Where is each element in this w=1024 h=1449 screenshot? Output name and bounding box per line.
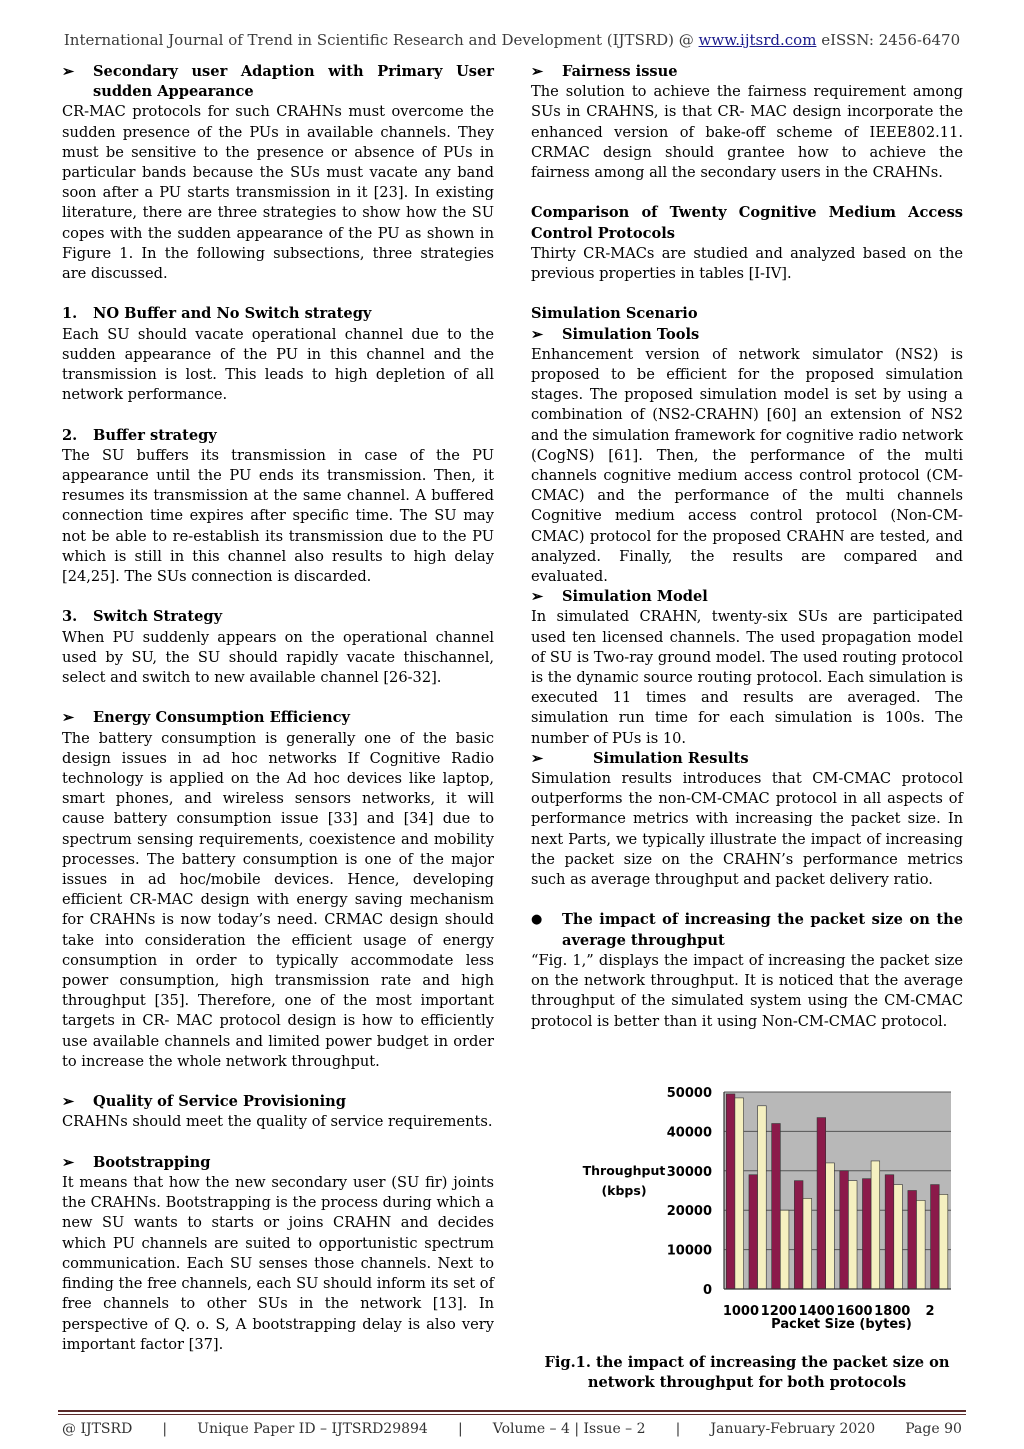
footer-rule: [58, 1410, 966, 1412]
scenario-title: Simulation Scenario: [531, 305, 698, 323]
qos-body: CRAHNs should meet the quality of service requirements.: [62, 1113, 493, 1131]
strategy-heading: [62, 426, 494, 446]
bar: [840, 1171, 849, 1289]
section-heading: [531, 325, 963, 345]
strategy-body: Each SU should vacate operational channel due to the sudden appearance of the PU in this channel and the transmission is lost. This leads to high depletion of all network performance.: [62, 325, 494, 404]
journal-url-link[interactable]: www.ijtsrd.com: [698, 31, 817, 49]
bar: [862, 1178, 871, 1288]
section-heading: [62, 708, 494, 728]
arrow-bullet-icon: ➢: [531, 325, 544, 343]
arrow-bullet-icon: ➢: [62, 63, 75, 80]
section-heading: [531, 62, 963, 82]
arrow-bullet-icon: ➢: [531, 63, 544, 80]
tools-title: Simulation Tools: [562, 325, 700, 343]
bar: [803, 1198, 812, 1289]
dot-bullet-icon: ●: [531, 912, 543, 928]
left-column: [62, 62, 494, 1355]
x-tick-label: 1400: [798, 1303, 835, 1319]
footer-paper-id: Unique Paper ID – IJTSRD29894: [197, 1421, 428, 1437]
y-axis-label: (kbps): [601, 1182, 647, 1198]
bar: [871, 1161, 880, 1289]
x-tick-label: 1200: [760, 1303, 797, 1319]
arrow-bullet-icon: ➢: [62, 1153, 75, 1171]
energy-title: Energy Consumption Efficiency: [93, 709, 350, 727]
y-tick-label: 10000: [666, 1243, 712, 1259]
energy-body: The battery consumption is generally one of the basic design issues in ad hoc networks If Cognitive Radio technology is applied on the Ad hoc devices like laptop, smart phones, and wireless sensors networks, it will cause battery consumption issue [33] and [34] due to spectrum sensing requirements, coexistence and mobility processes. The battery consumption is one of the major issues in ad hoc/mobile devices. Hence, developing efficient CR-MAC design with energy saving mechanism for CRAHNs is now today’s need. CRMAC design should take into consideration the efficient usage of energy consumption in order to typically accommodate less power consumption, high transmission rate and high throughput [35]. Therefore, one of the most important targets in CR- MAC protocol design is how to efficiently use available channels and limited power budget in order to increase the whole network throughput.: [62, 729, 494, 1070]
bar: [916, 1200, 925, 1289]
chart-svg: [531, 1072, 963, 1347]
y-tick-label: 20000: [666, 1203, 712, 1219]
qos-title: Quality of Service Provisioning: [93, 1093, 346, 1111]
x-tick-label: 1600: [836, 1303, 873, 1319]
impact-body: “Fig. 1,” displays the impact of increasing the packet size on the network throughput. It is noticed that the average throughput of the simulated system using the CM-CMAC protocol is better than it using Non-CM-CMAC protocol.: [531, 951, 963, 1030]
strategy-number: 3.: [62, 608, 78, 626]
bar: [780, 1210, 789, 1289]
strategy-heading: [62, 607, 494, 627]
fair-body: The solution to achieve the fairness requirement among SUs in CRAHNS, is that CR- MAC design incorporate the enhanced version of bake-off scheme of IEEE802.11. CRMAC design should grantee how to achieve the fairness among all the secondary users in the CRAHNs.: [531, 83, 963, 182]
footer-volume: Volume – 4 | Issue – 2: [492, 1421, 646, 1437]
bar: [758, 1105, 767, 1288]
arrow-bullet-icon: ➢: [531, 588, 544, 606]
bar: [931, 1184, 940, 1288]
boot-body: It means that how the new secondary user (SU fir) joints the CRAHNs. Bootstrapping is the process during which a new SU wants to starts or joins CRAHN and decides which PU channels are suited to opportunistic spectrum communication. Each SU senses those channels. Next to finding the free channels, each SU should inform its set of free channels to other SUs in the network [13]. In perspective of Q. o. S, A bootstrapping delay is also very important factor [37].: [62, 1174, 494, 1353]
footer-journal: @ IJTSRD: [62, 1421, 133, 1437]
y-tick-label: 40000: [666, 1125, 712, 1141]
sec1-body: CR-MAC protocols for such CRAHNs must overcome the sudden presence of the PUs in available channels. They must be sensitive to the presence or absence of PUs in particular bands because the SUs must vacate any band soon after a PU starts transmission in it [23]. In existing literature, there are three strategies to show how the SU copes with the sudden appearance of the PU as shown in Figure 1. In the following subsections, three strategies are discussed.: [62, 103, 494, 283]
footer-date: January-February 2020: [710, 1421, 876, 1437]
page-header: [0, 31, 1024, 49]
model-body: In simulated CRAHN, twenty-six SUs are participated used ten licensed channels. The used propagation model of SU is Two-ray ground model. The used routing protocol is the dynamic source routing protocol. Each simulation is executed 11 times and results are averaged. The simulation run time for each simulation is 100s. The number of PUs is 10.: [531, 608, 964, 747]
footer-sep: |: [457, 1421, 463, 1437]
footer-page: Page 90: [905, 1421, 962, 1437]
strategy-title: NO Buffer and No Switch strategy: [93, 305, 372, 323]
comparison-body: Thirty CR-MACs are studied and analyzed based on the previous properties in tables [I-IV].: [531, 244, 963, 283]
section-heading: [531, 910, 963, 950]
tools-body: Enhancement version of network simulator (NS2) is proposed to be efficient for the proposed simulation stages. The proposed simulation model is set by using a combination of (NS2-CRAHN) [60] an extension of NS2 and the simulation framework for cognitive radio network (CogNS) [61]. Then, the performance of the multi channels cognitive medium access control protocol (CM-CMAC) and the performance of the multi channels Cognitive medium access control protocol (Non-CM-CMAC) protocol for the proposed CRAHN are tested, and analyzed. Finally, the results are compared and evaluated.: [531, 345, 963, 586]
bar: [885, 1174, 894, 1288]
bar: [794, 1180, 803, 1288]
section-heading: [62, 1092, 494, 1112]
x-tick-label: 1800: [874, 1303, 911, 1319]
footer-rule: [58, 1414, 966, 1415]
y-tick-label: 0: [702, 1282, 712, 1298]
issn-text: eISSN: 2456-6470: [816, 31, 961, 49]
arrow-bullet-icon: ➢: [62, 1093, 75, 1111]
y-tick-label: 50000: [666, 1085, 712, 1101]
journal-name: International Journal of Trend in Scientific Research and Development (IJTSRD) @: [63, 31, 699, 49]
results-body: Simulation results introduces that CM-CMAC protocol outperforms the non-CM-CMAC protocol in all aspects of performance metrics with increasing the packet size. In next Parts, we typically illustrate the impact of increasing the packet size on the CRAHN’s performance metrics such as average throughput and packet delivery ratio.: [531, 770, 963, 889]
impact-title: The impact of increasing the packet size on the average throughput: [562, 911, 963, 949]
strategy-body: When PU suddenly appears on the operational channel used by SU, the SU should rapidly vacate thischannel, select and switch to new available channel [26-32].: [62, 628, 494, 687]
x-axis-label: Packet Size (bytes): [771, 1316, 912, 1332]
results-title: Simulation Results: [593, 749, 749, 767]
strategy-title: Switch Strategy: [93, 608, 223, 626]
y-tick-label: 30000: [666, 1164, 712, 1180]
throughput-chart: [531, 1072, 963, 1347]
strategy-heading: [62, 304, 494, 324]
comparison-title: Comparison of Twenty Cognitive Medium Access Control Protocols: [531, 204, 963, 242]
bar: [735, 1098, 744, 1289]
arrow-bullet-icon: ➢: [62, 709, 75, 727]
strategy-number: 2.: [62, 426, 78, 444]
sec1-title: Secondary user Adaption with Primary User sudden Appearance: [93, 63, 494, 101]
bar: [908, 1190, 917, 1289]
bar: [749, 1174, 758, 1288]
bar: [772, 1123, 781, 1288]
figure-caption: Fig.1. the impact of increasing the packet size on network throughput for both protocols: [544, 1353, 950, 1391]
section-heading: [531, 587, 963, 607]
y-axis-label: Throughput: [582, 1162, 666, 1178]
arrow-bullet-icon: ➢: [531, 749, 544, 767]
section-heading: [62, 62, 494, 102]
bar: [894, 1184, 903, 1288]
x-tick-label: 2: [925, 1303, 935, 1319]
footer-sep: |: [162, 1421, 168, 1437]
strategy-title: Buffer strategy: [93, 426, 217, 444]
boot-title: Bootstrapping: [93, 1153, 211, 1171]
bar: [939, 1194, 948, 1289]
bar: [817, 1117, 826, 1288]
bar: [826, 1163, 835, 1289]
right-column: [531, 62, 963, 1393]
bar: [726, 1094, 735, 1289]
model-title: Simulation Model: [562, 588, 708, 606]
section-heading: [62, 1153, 494, 1173]
strategy-body: The SU buffers its transmission in case of the PU appearance until the PU ends its transmission. Then, it resumes its transmission at the same channel. A buffered connection time expires after specific time. The SU may not be able to re-establish its transmission due to the PU which is still in this channel also results to high delay [24,25]. The SUs connection is discarded.: [62, 446, 494, 586]
fair-title: Fairness issue: [562, 63, 678, 80]
page-footer: [62, 1421, 962, 1437]
strategy-number: 1.: [62, 305, 78, 323]
bar: [848, 1180, 857, 1288]
section-heading: [531, 749, 963, 769]
x-tick-label: 1000: [722, 1303, 760, 1319]
footer-sep: |: [675, 1421, 681, 1437]
